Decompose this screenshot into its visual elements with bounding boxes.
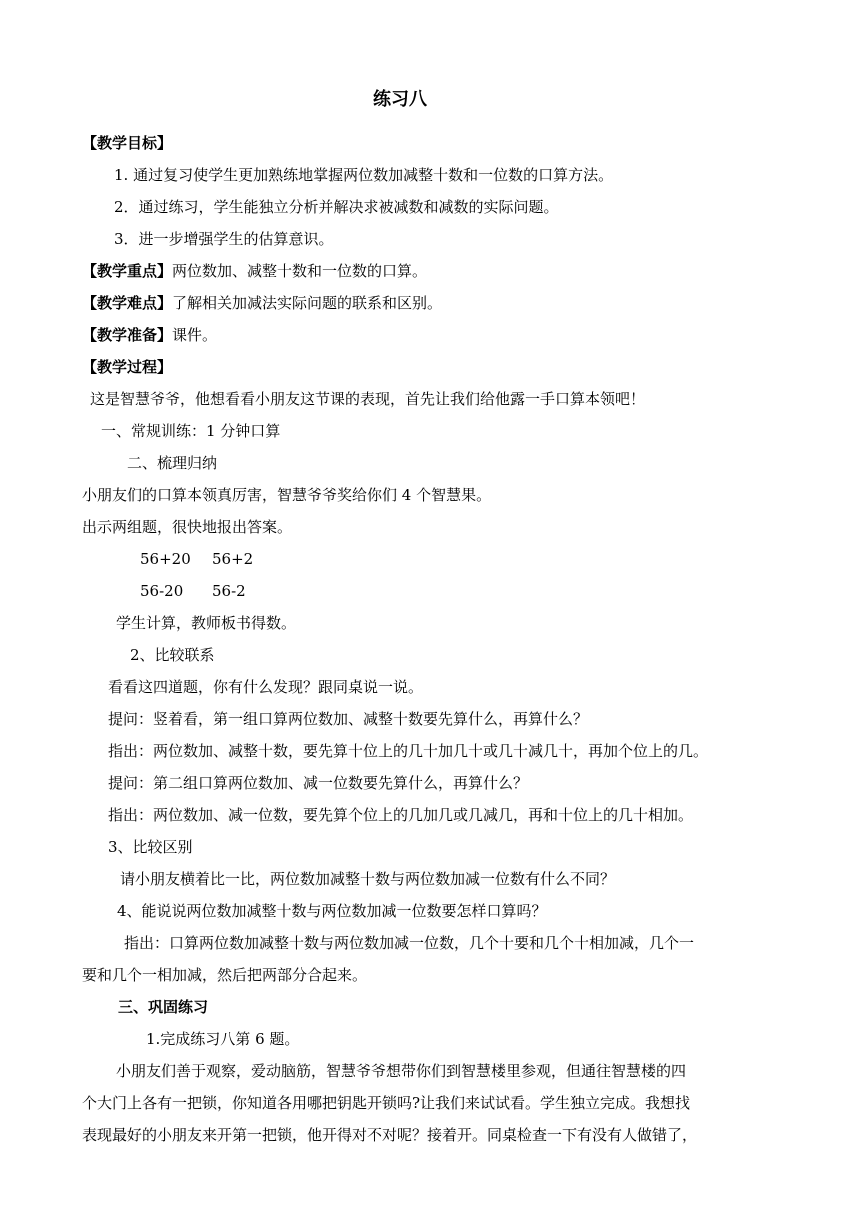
key-point-text: 两位数加、减整十数和一位数的口算。 bbox=[172, 262, 428, 280]
section-3-heading: 三、巩固练习 bbox=[118, 998, 209, 1016]
paragraph: 指出：两位数加、减一位数，要先算个位上的几加几或几减几，再和十位上的几十相加。 bbox=[108, 806, 694, 824]
paragraph: 学生计算，教师板书得数。 bbox=[116, 614, 297, 632]
section-1-heading: 一、常规训练：1 分钟口算 bbox=[101, 422, 281, 440]
subsection-heading: 3、比较区别 bbox=[108, 838, 193, 856]
objective-item-1: 1. 通过复习使学生更加熟练地掌握两位数加减整十数和一位数的口算方法。 bbox=[114, 166, 614, 184]
difficulty-text: 了解相关加减法实际问题的联系和区别。 bbox=[172, 294, 443, 312]
paragraph: 要和几个一相加减，然后把两部分合起来。 bbox=[82, 966, 368, 984]
paragraph: 指出：口算两位数加减整十数与两位数加减一位数，几个十要和几个十相加减，几个一 bbox=[124, 934, 695, 952]
objectives-heading: 【教学目标】 bbox=[82, 134, 173, 152]
paragraph: 请小朋友横着比一比，两位数加减整十数与两位数加减一位数有什么不同？ bbox=[120, 870, 616, 888]
page-title: 练习八 bbox=[373, 89, 427, 110]
paragraph: 1.完成练习八第 6 题。 bbox=[146, 1030, 300, 1048]
objective-item-2: 2．通过练习，学生能独立分析并解决求被减数和减数的实际问题。 bbox=[114, 198, 559, 216]
paragraph: 提问：竖着看，第一组口算两位数加、减整十数要先算什么，再算什么？ bbox=[108, 710, 589, 728]
objective-item-3: 3．进一步增强学生的估算意识。 bbox=[114, 230, 334, 248]
paragraph: 小朋友们的口算本领真厉害，智慧爷爷奖给你们 4 个智慧果。 bbox=[82, 486, 492, 504]
paragraph: 指出：两位数加、减整十数，要先算十位上的几十加几十或几十减几十，再加个位上的几。 bbox=[108, 742, 709, 760]
section-2-heading: 二、梳理归纳 bbox=[127, 454, 218, 472]
equation: 56+2 bbox=[212, 550, 254, 568]
key-point-line bbox=[82, 260, 427, 282]
paragraph: 出示两组题，很快地报出答案。 bbox=[82, 518, 293, 536]
subsection-heading: 2、比较联系 bbox=[130, 646, 215, 664]
equation: 56-20 bbox=[140, 582, 184, 600]
equation: 56-2 bbox=[212, 582, 246, 600]
key-point-label: 【教学重点】 bbox=[82, 262, 173, 280]
preparation-line bbox=[82, 324, 217, 346]
difficulty-label: 【教学难点】 bbox=[82, 294, 173, 312]
paragraph: 4、能说说两位数加减整十数与两位数加减一位数要怎样口算吗？ bbox=[117, 902, 547, 920]
preparation-text: 课件。 bbox=[172, 326, 218, 344]
paragraph: 个大门上各有一把锁，你知道各用哪把钥匙开锁吗?让我们来试试看。学生独立完成。我想找 bbox=[82, 1094, 691, 1112]
difficulty-line bbox=[82, 292, 442, 314]
equation: 56+20 bbox=[140, 550, 191, 568]
process-intro: 这是智慧爷爷，他想看看小朋友这节课的表现，首先让我们给他露一手口算本领吧！ bbox=[90, 390, 646, 408]
preparation-label: 【教学准备】 bbox=[82, 326, 173, 344]
paragraph: 表现最好的小朋友来开第一把锁，他开得对不对呢？接着开。同桌检查一下有没有人做错了， bbox=[82, 1126, 698, 1144]
process-heading: 【教学过程】 bbox=[82, 358, 173, 376]
paragraph: 看看这四道题，你有什么发现？跟同桌说一说。 bbox=[108, 678, 424, 696]
paragraph: 提问：第二组口算两位数加、减一位数要先算什么，再算什么？ bbox=[108, 774, 529, 792]
paragraph: 小朋友们善于观察，爱动脑筋，智慧爷爷想带你们到智慧楼里参观，但通往智慧楼的四 bbox=[116, 1062, 687, 1080]
